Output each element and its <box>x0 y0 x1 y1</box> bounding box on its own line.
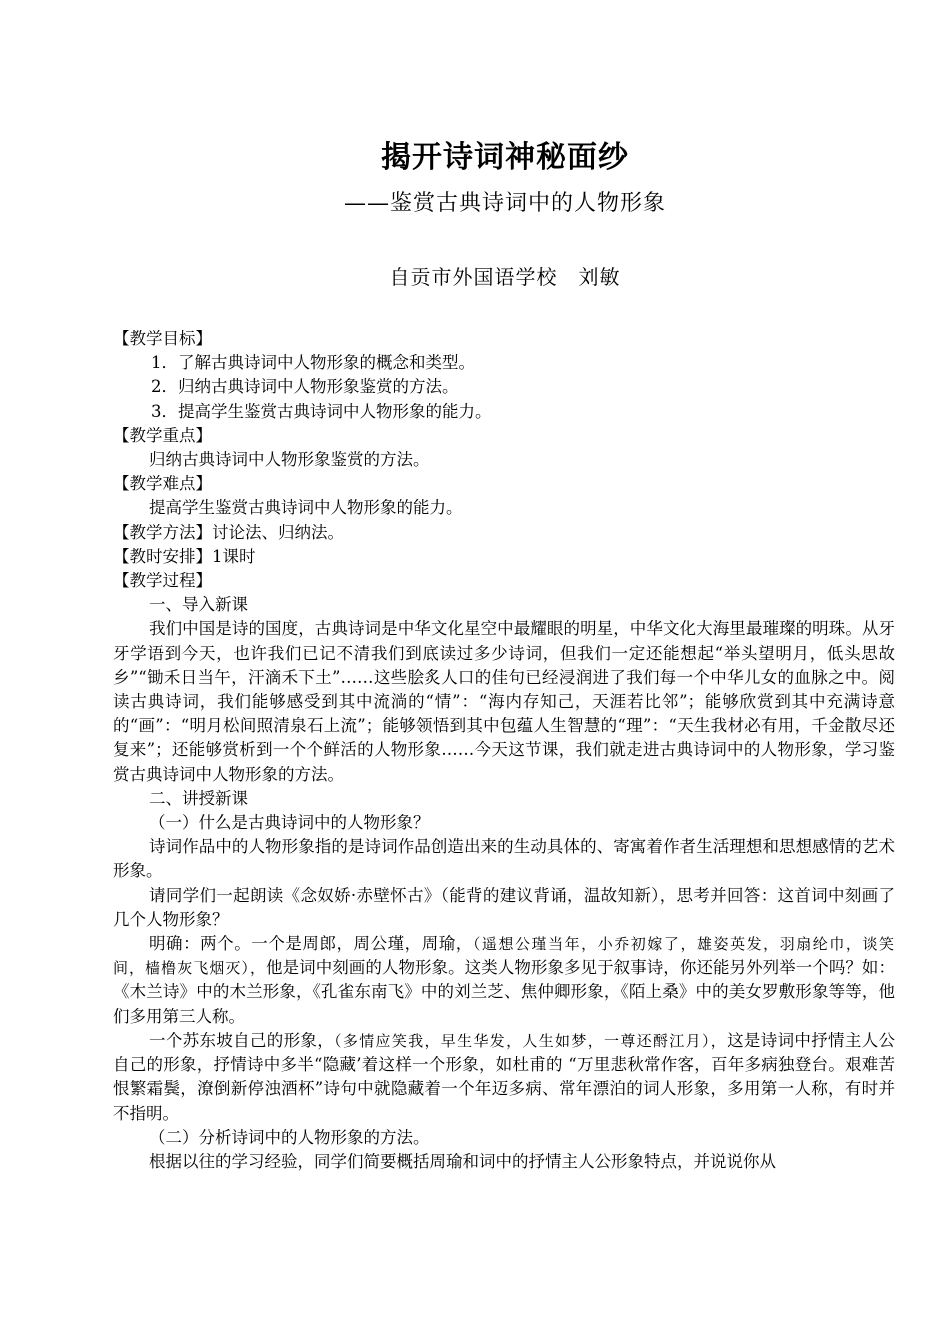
second-figure-paragraph <box>113 1029 895 1126</box>
key-point-text: 归纳古典诗词中人物形象鉴赏的方法。 <box>149 450 430 470</box>
goal-item-2: 2．归纳古典诗词中人物形象鉴赏的方法。 <box>151 377 459 397</box>
page-title: 揭开诗词神秘面纱 <box>381 140 629 175</box>
author-line: 自贡市外国语学校 刘敏 <box>389 265 621 289</box>
difficulty-text: 提高学生鉴赏古典诗词中人物形象的能力。 <box>149 498 463 518</box>
sub1-heading: （一）什么是古典诗词中的人物形象？ <box>149 813 430 833</box>
difficulty-heading: 【教学难点】 <box>113 474 212 494</box>
process-heading: 【教学过程】 <box>113 571 212 591</box>
answer-paragraph <box>113 932 895 1029</box>
page-subtitle: ——鉴赏古典诗词中的人物形象 <box>343 191 666 216</box>
second-quote: （多情应笑我，早生华发，人生如梦，一尊还酹江月）， <box>334 1031 728 1050</box>
goal-item-1: 1．了解古典诗词中人物形象的概念和类型。 <box>151 353 475 373</box>
second-rest: 这是诗词中抒情主人公自己的形象，抒情诗中多半“隐藏’着这样一个形象，如杜甫的 “万里悲秋常作客，百年多病独登台。艰难苦恨繁霜鬓，潦倒新停浊酒杯”诗句中就隐藏着一个年迈多病、常年漂泊的词人形象，多用第一人称，有时并不指明。 <box>113 1030 896 1123</box>
sub1-definition: 诗词作品中的人物形象指的是诗词作品创造出来的生动具体的、寄寓着作者生活理想和思想感情的艺术形象。 <box>113 837 895 881</box>
sub2-heading: （二）分析诗词中的人物形象的方法。 <box>149 1127 430 1147</box>
document-body <box>113 327 895 1174</box>
sub1-question: 请同学们一起朗读《念奴娇·赤壁怀古》（能背的建议背诵，温故知新），思考并回答：这首词中刻画了几个人物形象？ <box>113 885 895 929</box>
goals-heading: 【教学目标】 <box>113 329 212 348</box>
answer-rest: 他是词中刻画的人物形象。这类人物形象多见于叙事诗，你还能另外列举一个吗？如：《木兰诗》中的木兰形象，《孔雀东南飞》中的刘兰芝、焦仲卿形象，《陌上桑》中的美女罗敷形象等等，他们多用第三人称。 <box>113 958 895 1026</box>
step2-heading: 二、讲授新课 <box>149 788 248 808</box>
key-point-heading: 【教学重点】 <box>113 425 212 445</box>
answer-quote: （遥想公瑾当年，小乔初嫁了，雄姿英发，羽扇纶巾，谈笑间，樯橹灰飞烟灭）， <box>113 935 895 978</box>
method-line: 【教学方法】讨论法、归纳法。 <box>113 522 344 542</box>
schedule-line: 【教时安排】1课时 <box>113 546 256 566</box>
goal-item-3: 3．提高学生鉴赏古典诗词中人物形象的能力。 <box>151 401 492 421</box>
answer-lead: 明确：两个。一个是周郎，周公瑾，周瑜， <box>149 934 473 954</box>
step1-paragraph: 我们中国是诗的国度，古典诗词是中华文化星空中最耀眼的明星，中华文化大海里最璀璨的明珠。从牙牙学语到今天，也许我们已记不清我们到底读过多少诗词，但我们一定还能想起“举头望明月，低头思故乡”“锄禾日当午，汗滴禾下土”……这些脍炙人口的佳句已经浸润进了我们每一个中华儿女的血脉之中。阅读古典诗词，我们能够感受到其中流淌的“情”：“海内存知己，天涯若比邻”；能够欣赏到其中充满诗意的“画”：“明月松间照清泉石上流”；能够领悟到其中包蕴人生智慧的“理”：“天生我材必有用，千金散尽还复来”；还能够赏析到一个个鲜活的人物形象……今天这节课，我们就走进古典诗词中的人物形象，学习鉴赏古典诗词中人物形象的方法。 <box>113 619 895 784</box>
sub2-paragraph: 根据以往的学习经验，同学们简要概括周瑜和词中的抒情主人公形象特点，并说说你从 <box>149 1151 776 1171</box>
step1-heading: 一、导入新课 <box>149 595 248 615</box>
second-lead: 一个苏东坡自己的形象， <box>149 1030 335 1050</box>
